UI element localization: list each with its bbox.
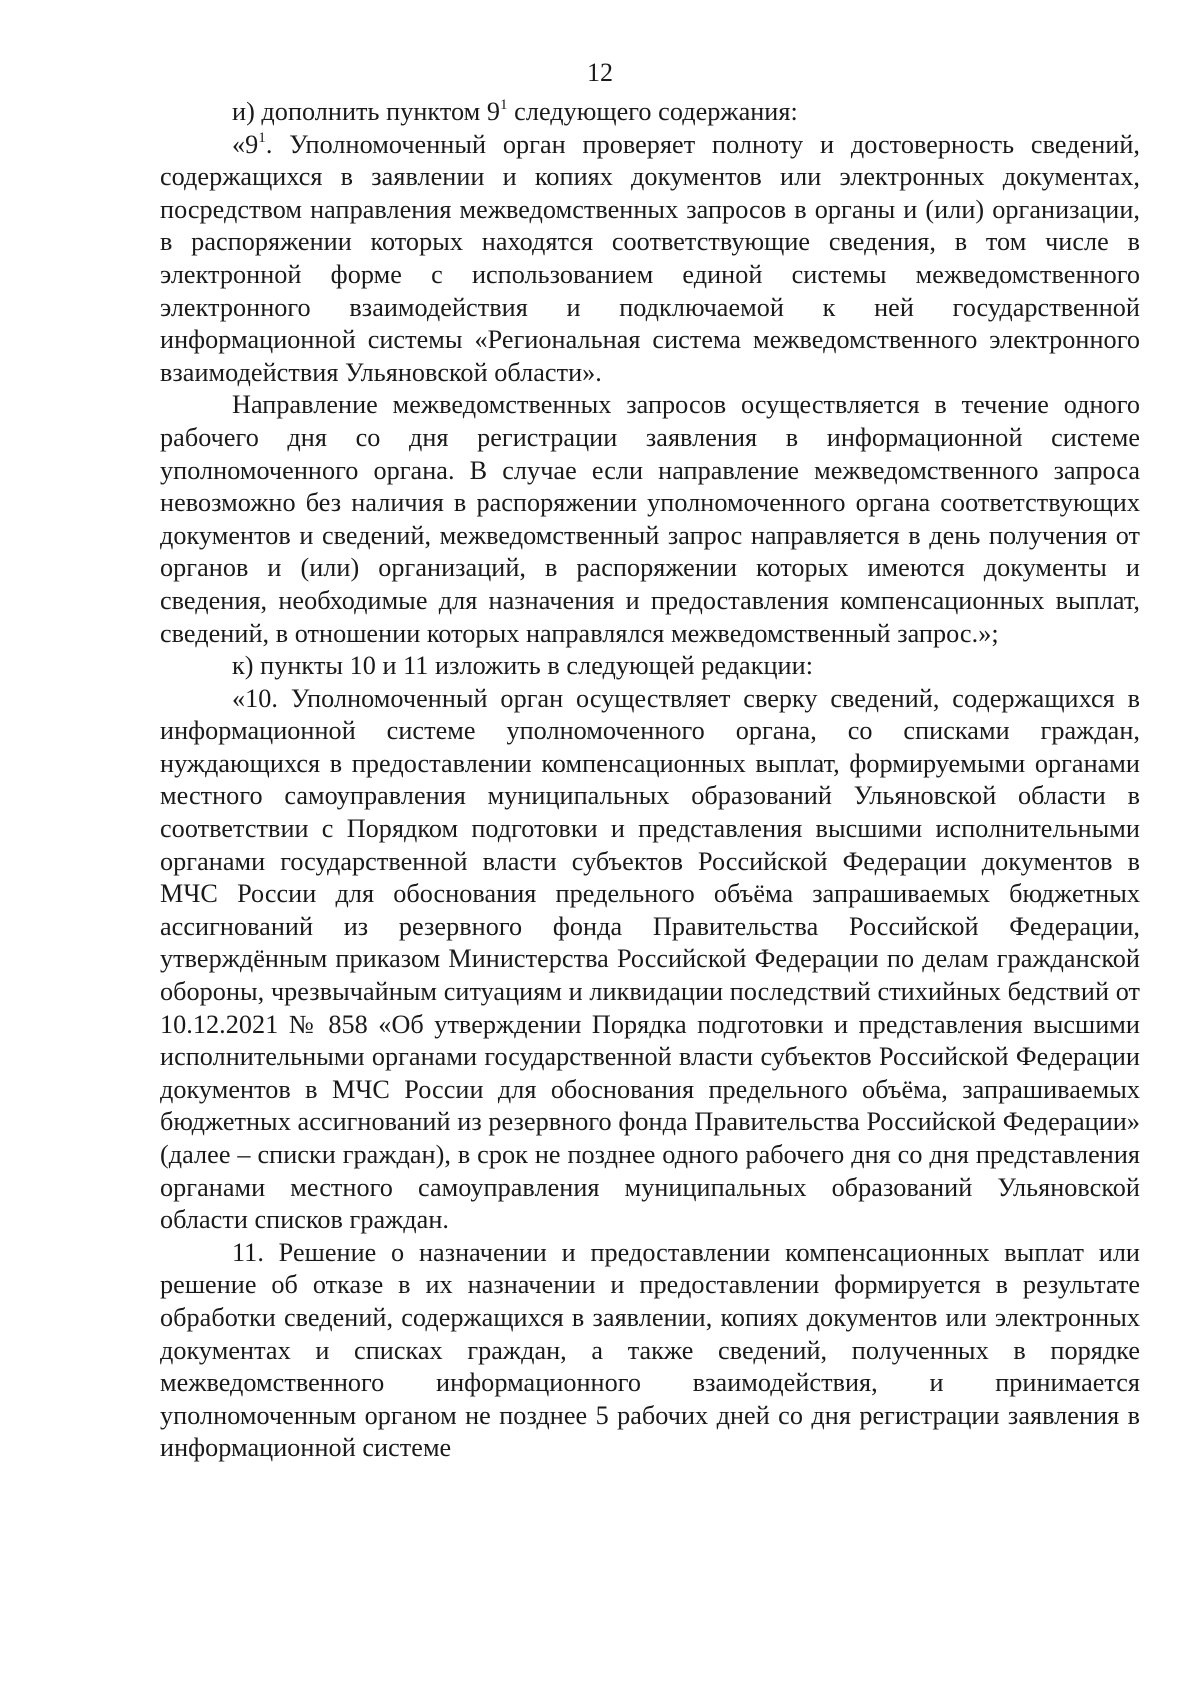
document-body xyxy=(160,96,1140,1465)
paragraph-point-9-1 xyxy=(160,129,1140,390)
paragraph-item-k: к) пункты 10 и 11 изложить в следующей редакции: xyxy=(232,651,814,681)
paragraph-text: «9 xyxy=(232,129,259,159)
paragraph-item-i xyxy=(160,96,1140,129)
paragraph-text: следующего содержания: xyxy=(507,97,798,126)
paragraph-point-11: 11. Решение о назначении и предоставлении компенсационных выплат или решение об отказе в их назначении и предоставлении формируется в результате обработки сведений, содержащихся в заявлении, копиях документов или электронных документах и списках граждан, а также сведений, полученных в порядке межведомственного информационного взаимодействия, и принимается уполномоченным органом не позднее 5 рабочих дней со дня регистрации заявления в информационной системе xyxy=(160,1237,1140,1463)
superscript: 1 xyxy=(258,129,266,146)
paragraph-text: и) дополнить пунктом 9 xyxy=(232,97,500,126)
paragraph-text: . Уполномоченный орган проверяет полноту и достоверность сведений, содержащихся в заявлении и копиях документов или электронных документах, посредством направления межведомственных запросов в органы и (или) организации, в распоряжении которых находятся соответствующие сведения, в том числе в электронной форме с использованием единой системы межведомственного электронного взаимодействия и подключаемой к ней государственной информационной системы «Региональная система межведомственного электронного взаимодействия Ульяновской области». xyxy=(160,129,1140,387)
page-number: 12 xyxy=(587,58,613,87)
paragraph-interagency-requests: Направление межведомственных запросов осуществляется в течение одного рабочего дня со дня регистрации заявления в информационной системе уполномоченного органа. В случае если направление межведомственного запроса невозможно без наличия в распоряжении уполномоченного органа соответствующих документов и сведений, межведомственный запрос направляется в день получения от органов и (или) организаций, в распоряжении которых имеются документы и сведения, необходимые для назначения и предоставления компенсационных выплат, сведений, в отношении которых направлялся межведомственный запрос.»; xyxy=(160,390,1140,648)
paragraph-point-10: «10. Уполномоченный орган осуществляет сверку сведений, содержащихся в информационной системе уполномоченного органа, со списками граждан, нуждающихся в предоставлении компенсационных выплат, формируемыми органами местного самоуправления муниципальных образований Ульяновской области в соответствии с Порядком подготовки и представления высшими исполнительными органами государственной власти субъектов Российской Федерации документов в МЧС России для обоснования предельного объёма запрашиваемых бюджетных ассигнований из резервного фонда Правительства Российской Федерации, утверждённым приказом Министерства Российской Федерации по делам гражданской обороны, чрезвычайным ситуациям и ликвидации последствий стихийных бедствий от 10.12.2021 № 858 «Об утверждении Порядка подготовки и представления высшими исполнительными органами государственной власти субъектов Российской Федерации документов в МЧС России для обоснования предельного объёма, запрашиваемых бюджетных ассигнований из резервного фонда Правительства Российской Федерации» (далее – списки граждан), в срок не позднее одного рабочего дня со дня представления органами местного самоуправления муниципальных образований Ульяновской области списков граждан. xyxy=(160,683,1140,1235)
superscript: 1 xyxy=(500,97,508,113)
